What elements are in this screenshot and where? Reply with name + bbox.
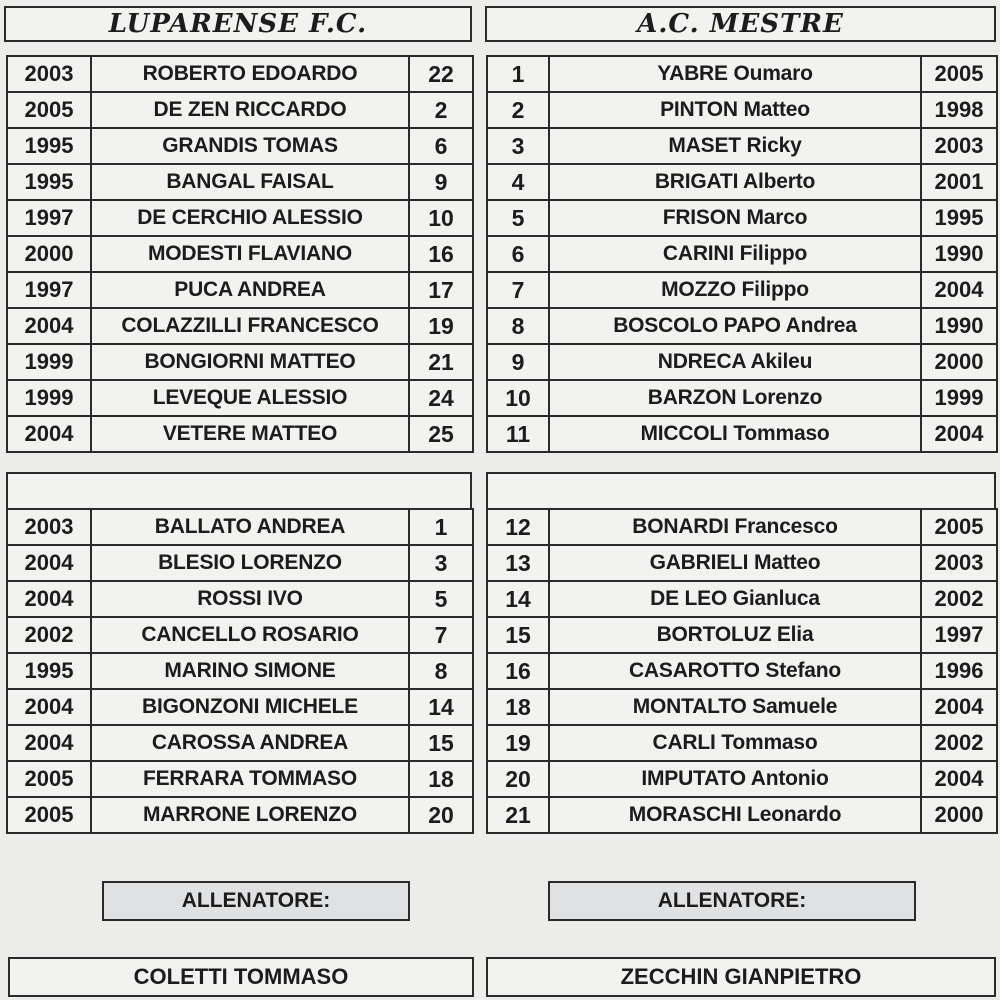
player-number: 19 (487, 725, 549, 761)
home-player-row (7, 761, 473, 797)
away-player-row (487, 344, 997, 380)
away-team-title: A.C. MESTRE (485, 6, 996, 42)
home-player-row (7, 617, 473, 653)
home-player-row (7, 797, 473, 833)
player-year: 2003 (921, 128, 997, 164)
player-year: 1990 (921, 308, 997, 344)
away-player-row (487, 761, 997, 797)
player-number: 22 (409, 56, 473, 92)
player-number: 10 (487, 380, 549, 416)
away-player-row (487, 200, 997, 236)
away-player-row (487, 416, 997, 452)
player-year: 2002 (7, 617, 91, 653)
away-player-row (487, 725, 997, 761)
player-number: 7 (409, 617, 473, 653)
away-coach-name: ZECCHIN GIANPIETRO (486, 957, 996, 997)
player-number: 6 (487, 236, 549, 272)
player-year: 2003 (7, 56, 91, 92)
player-number: 20 (409, 797, 473, 833)
player-number: 18 (487, 689, 549, 725)
player-name: BONGIORNI MATTEO (91, 344, 409, 380)
player-name: BORTOLUZ Elia (549, 617, 921, 653)
home-team-title: LUPARENSE F.C. (4, 6, 472, 42)
home-starters-table (6, 55, 474, 453)
player-name: GABRIELI Matteo (549, 545, 921, 581)
player-number: 2 (409, 92, 473, 128)
player-year: 2003 (921, 545, 997, 581)
player-year: 2005 (7, 797, 91, 833)
player-number: 1 (487, 56, 549, 92)
home-player-row (7, 509, 473, 545)
player-name: MASET Ricky (549, 128, 921, 164)
away-player-row (487, 617, 997, 653)
player-year: 2004 (7, 725, 91, 761)
home-player-row (7, 344, 473, 380)
player-name: DE CERCHIO ALESSIO (91, 200, 409, 236)
home-coach-label: ALLENATORE: (102, 881, 410, 921)
home-player-row (7, 164, 473, 200)
away-player-row (487, 272, 997, 308)
player-name: CARINI Filippo (549, 236, 921, 272)
player-name: MOZZO Filippo (549, 272, 921, 308)
player-name: BLESIO LORENZO (91, 545, 409, 581)
away-player-row (487, 128, 997, 164)
away-player-row (487, 380, 997, 416)
home-player-row (7, 236, 473, 272)
player-year: 2004 (921, 689, 997, 725)
player-name: BONARDI Francesco (549, 509, 921, 545)
player-name: FERRARA TOMMASO (91, 761, 409, 797)
away-player-row (487, 509, 997, 545)
player-number: 21 (409, 344, 473, 380)
player-number: 25 (409, 416, 473, 452)
player-name: COLAZZILLI FRANCESCO (91, 308, 409, 344)
away-separator (486, 472, 996, 510)
away-player-row (487, 164, 997, 200)
player-number: 21 (487, 797, 549, 833)
player-name: BALLATO ANDREA (91, 509, 409, 545)
player-name: MICCOLI Tommaso (549, 416, 921, 452)
home-player-row (7, 56, 473, 92)
player-year: 2004 (7, 689, 91, 725)
player-name: GRANDIS TOMAS (91, 128, 409, 164)
player-number: 12 (487, 509, 549, 545)
player-year: 2005 (7, 761, 91, 797)
away-player-row (487, 308, 997, 344)
player-year: 1995 (921, 200, 997, 236)
player-year: 2002 (921, 581, 997, 617)
player-number: 13 (487, 545, 549, 581)
player-name: BANGAL FAISAL (91, 164, 409, 200)
player-name: YABRE Oumaro (549, 56, 921, 92)
player-number: 14 (409, 689, 473, 725)
player-year: 2004 (921, 272, 997, 308)
player-year: 1999 (7, 380, 91, 416)
away-player-row (487, 581, 997, 617)
home-player-row (7, 200, 473, 236)
player-name: BOSCOLO PAPO Andrea (549, 308, 921, 344)
player-number: 8 (409, 653, 473, 689)
player-name: MARINO SIMONE (91, 653, 409, 689)
player-number: 7 (487, 272, 549, 308)
player-name: FRISON Marco (549, 200, 921, 236)
player-number: 10 (409, 200, 473, 236)
player-year: 2001 (921, 164, 997, 200)
player-number: 16 (409, 236, 473, 272)
player-number: 20 (487, 761, 549, 797)
away-player-row (487, 653, 997, 689)
home-player-row (7, 128, 473, 164)
player-number: 5 (409, 581, 473, 617)
player-year: 2005 (921, 56, 997, 92)
player-name: PUCA ANDREA (91, 272, 409, 308)
away-substitutes-table (486, 508, 998, 834)
player-year: 2000 (921, 344, 997, 380)
home-player-row (7, 416, 473, 452)
player-number: 19 (409, 308, 473, 344)
player-number: 3 (409, 545, 473, 581)
player-year: 1997 (921, 617, 997, 653)
player-year: 2000 (7, 236, 91, 272)
player-name: MODESTI FLAVIANO (91, 236, 409, 272)
player-name: ROSSI IVO (91, 581, 409, 617)
player-year: 2004 (7, 545, 91, 581)
player-name: BIGONZONI MICHELE (91, 689, 409, 725)
player-number: 9 (409, 164, 473, 200)
player-year: 1997 (7, 272, 91, 308)
player-name: MORASCHI Leonardo (549, 797, 921, 833)
player-year: 1999 (7, 344, 91, 380)
player-year: 1990 (921, 236, 997, 272)
player-name: LEVEQUE ALESSIO (91, 380, 409, 416)
player-year: 1997 (7, 200, 91, 236)
away-player-row (487, 236, 997, 272)
player-year: 2004 (7, 581, 91, 617)
player-number: 15 (409, 725, 473, 761)
player-name: PINTON Matteo (549, 92, 921, 128)
away-player-row (487, 797, 997, 833)
home-player-row (7, 725, 473, 761)
home-separator (6, 472, 472, 510)
home-player-row (7, 653, 473, 689)
away-coach-label: ALLENATORE: (548, 881, 916, 921)
home-coach-name: COLETTI TOMMASO (8, 957, 474, 997)
home-player-row (7, 545, 473, 581)
player-name: DE LEO Gianluca (549, 581, 921, 617)
player-number: 24 (409, 380, 473, 416)
player-year: 1995 (7, 128, 91, 164)
player-number: 3 (487, 128, 549, 164)
player-year: 2004 (7, 308, 91, 344)
player-name: MARRONE LORENZO (91, 797, 409, 833)
player-year: 1998 (921, 92, 997, 128)
home-player-row (7, 92, 473, 128)
player-number: 8 (487, 308, 549, 344)
away-player-row (487, 689, 997, 725)
player-name: NDRECA Akileu (549, 344, 921, 380)
player-year: 2005 (921, 509, 997, 545)
player-number: 15 (487, 617, 549, 653)
home-player-row (7, 581, 473, 617)
player-year: 1996 (921, 653, 997, 689)
player-year: 2004 (921, 761, 997, 797)
player-number: 18 (409, 761, 473, 797)
player-name: CANCELLO ROSARIO (91, 617, 409, 653)
player-name: BARZON Lorenzo (549, 380, 921, 416)
player-name: CASAROTTO Stefano (549, 653, 921, 689)
player-year: 2000 (921, 797, 997, 833)
player-name: DE ZEN RICCARDO (91, 92, 409, 128)
home-player-row (7, 308, 473, 344)
away-starters-table (486, 55, 998, 453)
player-year: 2004 (921, 416, 997, 452)
player-number: 11 (487, 416, 549, 452)
away-player-row (487, 92, 997, 128)
player-name: CAROSSA ANDREA (91, 725, 409, 761)
away-player-row (487, 56, 997, 92)
player-year: 2003 (7, 509, 91, 545)
player-name: ROBERTO EDOARDO (91, 56, 409, 92)
player-year: 2002 (921, 725, 997, 761)
player-number: 1 (409, 509, 473, 545)
player-number: 5 (487, 200, 549, 236)
player-name: BRIGATI Alberto (549, 164, 921, 200)
player-name: CARLI Tommaso (549, 725, 921, 761)
player-number: 9 (487, 344, 549, 380)
away-player-row (487, 545, 997, 581)
home-player-row (7, 272, 473, 308)
player-year: 2005 (7, 92, 91, 128)
player-number: 16 (487, 653, 549, 689)
player-name: MONTALTO Samuele (549, 689, 921, 725)
player-number: 2 (487, 92, 549, 128)
home-player-row (7, 380, 473, 416)
player-number: 6 (409, 128, 473, 164)
player-number: 4 (487, 164, 549, 200)
player-year: 1995 (7, 164, 91, 200)
player-year: 2004 (7, 416, 91, 452)
player-number: 14 (487, 581, 549, 617)
player-name: VETERE MATTEO (91, 416, 409, 452)
player-name: IMPUTATO Antonio (549, 761, 921, 797)
home-substitutes-table (6, 508, 474, 834)
home-player-row (7, 689, 473, 725)
player-number: 17 (409, 272, 473, 308)
player-year: 1999 (921, 380, 997, 416)
player-year: 1995 (7, 653, 91, 689)
